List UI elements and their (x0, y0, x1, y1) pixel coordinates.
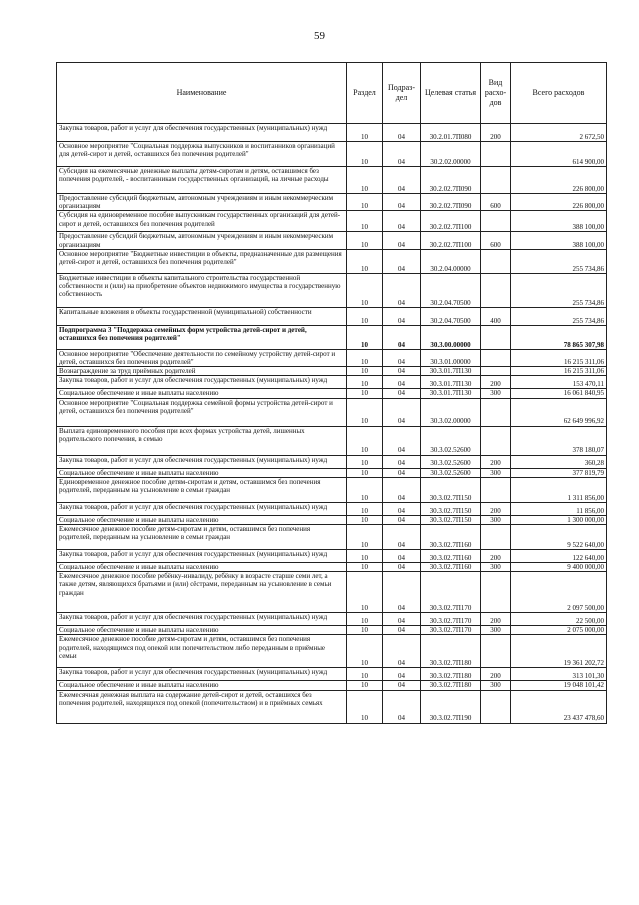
row-section: 10 (347, 690, 383, 723)
row-expense-type (481, 690, 511, 723)
row-section: 10 (347, 563, 383, 572)
row-total: 360,28 (511, 455, 607, 468)
row-name: Закупка товаров, работ и услуг для обеспечения государственных (муниципальных) нужд (57, 376, 347, 389)
row-subsection: 04 (383, 668, 421, 681)
row-subsection: 04 (383, 563, 421, 572)
row-article: 30.2.01.7П080 (421, 124, 481, 142)
row-subsection: 04 (383, 211, 421, 232)
row-article: 30.3.01.7П130 (421, 367, 481, 376)
row-total: 614 900,00 (511, 142, 607, 167)
row-subsection: 04 (383, 124, 421, 142)
row-section: 10 (347, 502, 383, 515)
row-expense-type (481, 398, 511, 426)
row-total: 388 100,00 (511, 232, 607, 249)
row-expense-type (481, 167, 511, 194)
table-row (57, 389, 607, 398)
row-expense-type (481, 249, 511, 273)
row-subsection: 04 (383, 635, 421, 668)
row-subsection: 04 (383, 273, 421, 307)
row-subsection: 04 (383, 376, 421, 389)
row-total: 2 097 500,00 (511, 572, 607, 613)
row-section: 10 (347, 426, 383, 455)
table-row (57, 142, 607, 167)
row-section: 10 (347, 668, 383, 681)
row-total: 377 819,79 (511, 468, 607, 477)
row-article: 30.2.04.70500 (421, 273, 481, 307)
row-total: 62 649 996,92 (511, 398, 607, 426)
row-article: 30.3.02.7П180 (421, 668, 481, 681)
row-article: 30.3.02.00000 (421, 398, 481, 426)
row-article: 30.3.02.7П170 (421, 572, 481, 613)
table-row (57, 468, 607, 477)
table-row (57, 502, 607, 515)
row-name: Предоставление субсидий бюджетным, автономным учреждениям и иным некоммерческим организациям (57, 232, 347, 249)
row-total: 226 800,00 (511, 167, 607, 194)
row-article: 30.3.02.7П190 (421, 690, 481, 723)
header-subsection: Подраз-дел (383, 63, 421, 124)
row-name: Социальное обеспечение и иные выплаты населению (57, 681, 347, 690)
row-article: 30.2.04.70500 (421, 307, 481, 325)
row-name: Закупка товаров, работ и услуг для обеспечения государственных (муниципальных) нужд (57, 502, 347, 515)
row-total: 255 734,86 (511, 307, 607, 325)
row-section: 10 (347, 167, 383, 194)
table-row (57, 349, 607, 366)
row-name: Основное мероприятие "Социальная поддержка семейной формы устройства детей-сирот и детей, оставшихся без попечения родителей" (57, 398, 347, 426)
row-name: Социальное обеспечение и иные выплаты населению (57, 389, 347, 398)
row-article: 30.3.02.52600 (421, 468, 481, 477)
row-total: 9 400 000,00 (511, 563, 607, 572)
row-subsection: 04 (383, 525, 421, 550)
row-section: 10 (347, 325, 383, 349)
row-article: 30.2.02.7П090 (421, 194, 481, 211)
row-article: 30.2.02.00000 (421, 142, 481, 167)
table-row (57, 211, 607, 232)
row-article: 30.2.02.7П100 (421, 211, 481, 232)
row-article: 30.3.02.7П150 (421, 515, 481, 524)
row-section: 10 (347, 307, 383, 325)
row-subsection: 04 (383, 426, 421, 455)
row-article: 30.2.02.7П090 (421, 167, 481, 194)
row-total: 19 048 101,42 (511, 681, 607, 690)
row-section: 10 (347, 613, 383, 626)
row-expense-type: 200 (481, 613, 511, 626)
row-total: 23 437 478,60 (511, 690, 607, 723)
row-article: 30.2.04.00000 (421, 249, 481, 273)
row-expense-type: 300 (481, 681, 511, 690)
row-section: 10 (347, 194, 383, 211)
row-subsection: 04 (383, 307, 421, 325)
budget-table (56, 62, 607, 724)
row-total: 388 100,00 (511, 211, 607, 232)
row-name: Предоставление субсидий бюджетным, автономным учреждениям и иным некоммерческим организациям (57, 194, 347, 211)
row-subsection: 04 (383, 690, 421, 723)
row-total: 19 361 202,72 (511, 635, 607, 668)
row-name: Социальное обеспечение и иные выплаты населению (57, 515, 347, 524)
header-name: Наименование (57, 63, 347, 124)
row-name: Субсидия на ежемесячные денежные выплаты детям-сиротам и детям, оставшимся без попечения родителей, - воспитанникам государственных организаций, на личные расходы (57, 167, 347, 194)
table-row (57, 367, 607, 376)
row-article: 30.3.02.7П170 (421, 613, 481, 626)
table-row (57, 194, 607, 211)
header-expense-type: Вид расхо-дов (481, 63, 511, 124)
row-expense-type: 200 (481, 502, 511, 515)
row-subsection: 04 (383, 398, 421, 426)
row-subsection: 04 (383, 477, 421, 502)
table-row (57, 635, 607, 668)
row-name: Основное мероприятие "Бюджетные инвестиции в объекты, предназначенные для размещения детей-сирот и детей, оставшихся без попечения родителей" (57, 249, 347, 273)
row-article: 30.3.02.52600 (421, 426, 481, 455)
table-row (57, 515, 607, 524)
row-name: Закупка товаров, работ и услуг для обеспечения государственных (муниципальных) нужд (57, 550, 347, 563)
row-expense-type: 400 (481, 307, 511, 325)
row-name: Ежемесячная денежная выплата на содержание детей-сирот и детей, оставшихся без попечения родителей, находящихся под опекой (попечительством) и в приёмных семьях (57, 690, 347, 723)
table-row (57, 681, 607, 690)
row-article: 30.3.02.52600 (421, 455, 481, 468)
row-subsection: 04 (383, 455, 421, 468)
row-expense-type: 300 (481, 515, 511, 524)
row-article: 30.3.02.7П150 (421, 502, 481, 515)
table-row (57, 626, 607, 635)
row-expense-type: 600 (481, 232, 511, 249)
row-total: 255 734,86 (511, 249, 607, 273)
table-row (57, 249, 607, 273)
table-row (57, 477, 607, 502)
row-article: 30.3.01.7П130 (421, 376, 481, 389)
row-expense-type (481, 525, 511, 550)
table-row (57, 232, 607, 249)
row-subsection: 04 (383, 194, 421, 211)
row-expense-type (481, 572, 511, 613)
row-section: 10 (347, 550, 383, 563)
row-total: 11 856,00 (511, 502, 607, 515)
table-row (57, 273, 607, 307)
row-subsection: 04 (383, 550, 421, 563)
row-total: 1 300 000,00 (511, 515, 607, 524)
row-total: 122 640,00 (511, 550, 607, 563)
row-article: 30.3.02.7П170 (421, 626, 481, 635)
row-expense-type: 200 (481, 550, 511, 563)
row-subsection: 04 (383, 325, 421, 349)
row-section: 10 (347, 477, 383, 502)
table-row (57, 325, 607, 349)
row-subsection: 04 (383, 502, 421, 515)
row-name: Закупка товаров, работ и услуг для обеспечения государственных (муниципальных) нужд (57, 613, 347, 626)
row-section: 10 (347, 398, 383, 426)
row-section: 10 (347, 349, 383, 366)
row-subsection: 04 (383, 349, 421, 366)
row-name: Вознаграждение за труд приёмных родителей (57, 367, 347, 376)
row-expense-type (481, 367, 511, 376)
row-expense-type (481, 349, 511, 366)
row-section: 10 (347, 124, 383, 142)
row-expense-type: 200 (481, 124, 511, 142)
row-subsection: 04 (383, 515, 421, 524)
row-total: 16 215 311,06 (511, 349, 607, 366)
row-name: Основное мероприятие "Обеспечение деятельности по семейному устройству детей-сирот и детей, оставшихся без попечения родителей" (57, 349, 347, 366)
row-expense-type: 200 (481, 376, 511, 389)
row-article: 30.3.01.00000 (421, 349, 481, 366)
row-total: 1 311 856,00 (511, 477, 607, 502)
row-expense-type (481, 273, 511, 307)
row-section: 10 (347, 525, 383, 550)
row-expense-type: 300 (481, 626, 511, 635)
table-row (57, 563, 607, 572)
table-row (57, 550, 607, 563)
row-total: 16 061 840,95 (511, 389, 607, 398)
row-section: 10 (347, 142, 383, 167)
row-name: Социальное обеспечение и иные выплаты населению (57, 468, 347, 477)
row-name: Субсидия на единовременное пособие выпускникам государственных организаций для детей-сирот и детей, оставшихся без попечения родителей (57, 211, 347, 232)
header-total: Всего расходов (511, 63, 607, 124)
row-article: 30.2.02.7П100 (421, 232, 481, 249)
row-subsection: 04 (383, 626, 421, 635)
row-section: 10 (347, 389, 383, 398)
row-subsection: 04 (383, 468, 421, 477)
table-row (57, 613, 607, 626)
row-total: 2 075 000,00 (511, 626, 607, 635)
table-row (57, 376, 607, 389)
row-article: 30.3.01.7П130 (421, 389, 481, 398)
table-row (57, 572, 607, 613)
row-section: 10 (347, 572, 383, 613)
row-subsection: 04 (383, 142, 421, 167)
row-name: Социальное обеспечение и иные выплаты населению (57, 626, 347, 635)
row-name: Социальное обеспечение и иные выплаты населению (57, 563, 347, 572)
row-section: 10 (347, 249, 383, 273)
row-section: 10 (347, 273, 383, 307)
row-section: 10 (347, 515, 383, 524)
row-section: 10 (347, 376, 383, 389)
row-article: 30.3.02.7П180 (421, 681, 481, 690)
table-row (57, 426, 607, 455)
row-article: 30.3.02.7П160 (421, 550, 481, 563)
table-row (57, 167, 607, 194)
row-total: 9 522 640,00 (511, 525, 607, 550)
row-total: 313 101,30 (511, 668, 607, 681)
row-article: 30.3.02.7П180 (421, 635, 481, 668)
row-section: 10 (347, 367, 383, 376)
row-section: 10 (347, 468, 383, 477)
row-expense-type: 200 (481, 455, 511, 468)
row-name: Основное мероприятие "Социальная поддержка выпускников и воспитанников организаций для детей-сирот и детей, оставшихся без попечения родителей" (57, 142, 347, 167)
row-expense-type (481, 426, 511, 455)
row-total: 378 180,07 (511, 426, 607, 455)
row-subsection: 04 (383, 389, 421, 398)
table-header-row (57, 63, 607, 124)
row-section: 10 (347, 211, 383, 232)
row-expense-type: 300 (481, 563, 511, 572)
row-total: 22 500,00 (511, 613, 607, 626)
row-expense-type: 600 (481, 194, 511, 211)
row-name: Ежемесячное денежное пособие детям-сиротам и детям, оставшимся без попечения родителей, находящимся под опекой или попечительством либо переданным в приёмные семьи (57, 635, 347, 668)
table-row (57, 668, 607, 681)
row-name: Выплата единовременного пособия при всех формах устройства детей, лишенных родительского попечения, в семью (57, 426, 347, 455)
row-expense-type: 300 (481, 389, 511, 398)
row-subsection: 04 (383, 681, 421, 690)
row-expense-type (481, 211, 511, 232)
row-section: 10 (347, 635, 383, 668)
header-article: Целевая статья (421, 63, 481, 124)
row-name: Подпрограмма 3 "Поддержка семейных форм устройства детей-сирот и детей, оставшихся без попечения родителей" (57, 325, 347, 349)
row-expense-type (481, 477, 511, 502)
row-subsection: 04 (383, 572, 421, 613)
row-subsection: 04 (383, 167, 421, 194)
row-article: 30.3.00.00000 (421, 325, 481, 349)
row-name: Закупка товаров, работ и услуг для обеспечения государственных (муниципальных) нужд (57, 124, 347, 142)
row-total: 78 865 307,98 (511, 325, 607, 349)
row-expense-type: 200 (481, 668, 511, 681)
table-row (57, 525, 607, 550)
row-subsection: 04 (383, 613, 421, 626)
row-name: Единовременное денежное пособие детям-сиротам и детям, оставшимся без попечения родителей, переданным на усыновление в семьи граждан (57, 477, 347, 502)
table-row (57, 307, 607, 325)
row-section: 10 (347, 681, 383, 690)
row-section: 10 (347, 626, 383, 635)
table-row (57, 690, 607, 723)
table-body (57, 124, 607, 724)
row-section: 10 (347, 455, 383, 468)
row-section: 10 (347, 232, 383, 249)
row-expense-type: 300 (481, 468, 511, 477)
table-row (57, 398, 607, 426)
page-number: 59 (314, 30, 325, 42)
row-subsection: 04 (383, 249, 421, 273)
row-name: Капитальные вложения в объекты государственной (муниципальной) собственности (57, 307, 347, 325)
row-total: 16 215 311,06 (511, 367, 607, 376)
row-total: 153 470,11 (511, 376, 607, 389)
row-total: 255 734,86 (511, 273, 607, 307)
row-expense-type (481, 142, 511, 167)
header-section: Раздел (347, 63, 383, 124)
row-total: 2 672,50 (511, 124, 607, 142)
row-article: 30.3.02.7П160 (421, 525, 481, 550)
row-article: 30.3.02.7П160 (421, 563, 481, 572)
row-expense-type (481, 325, 511, 349)
row-name: Ежемесячное денежное пособие ребёнку-инвалиду, ребёнку в возрасте старше семи лет, а также детям, являющихся братьями и (или) сёстрами, переданным на усыновление в семьи граждан (57, 572, 347, 613)
row-name: Закупка товаров, работ и услуг для обеспечения государственных (муниципальных) нужд (57, 668, 347, 681)
table-row (57, 455, 607, 468)
table-row (57, 124, 607, 142)
row-name: Бюджетные инвестиции в объекты капитального строительства государственной собственности и (или) на приобретение объектов недвижимого имущества в государственную собственность (57, 273, 347, 307)
row-subsection: 04 (383, 367, 421, 376)
row-name: Закупка товаров, работ и услуг для обеспечения государственных (муниципальных) нужд (57, 455, 347, 468)
row-article: 30.3.02.7П150 (421, 477, 481, 502)
row-total: 226 800,00 (511, 194, 607, 211)
row-subsection: 04 (383, 232, 421, 249)
row-name: Ежемесячное денежное пособие детям-сиротам и детям, оставшимся без попечения родителей, переданным на усыновление в семьи граждан (57, 525, 347, 550)
row-expense-type (481, 635, 511, 668)
